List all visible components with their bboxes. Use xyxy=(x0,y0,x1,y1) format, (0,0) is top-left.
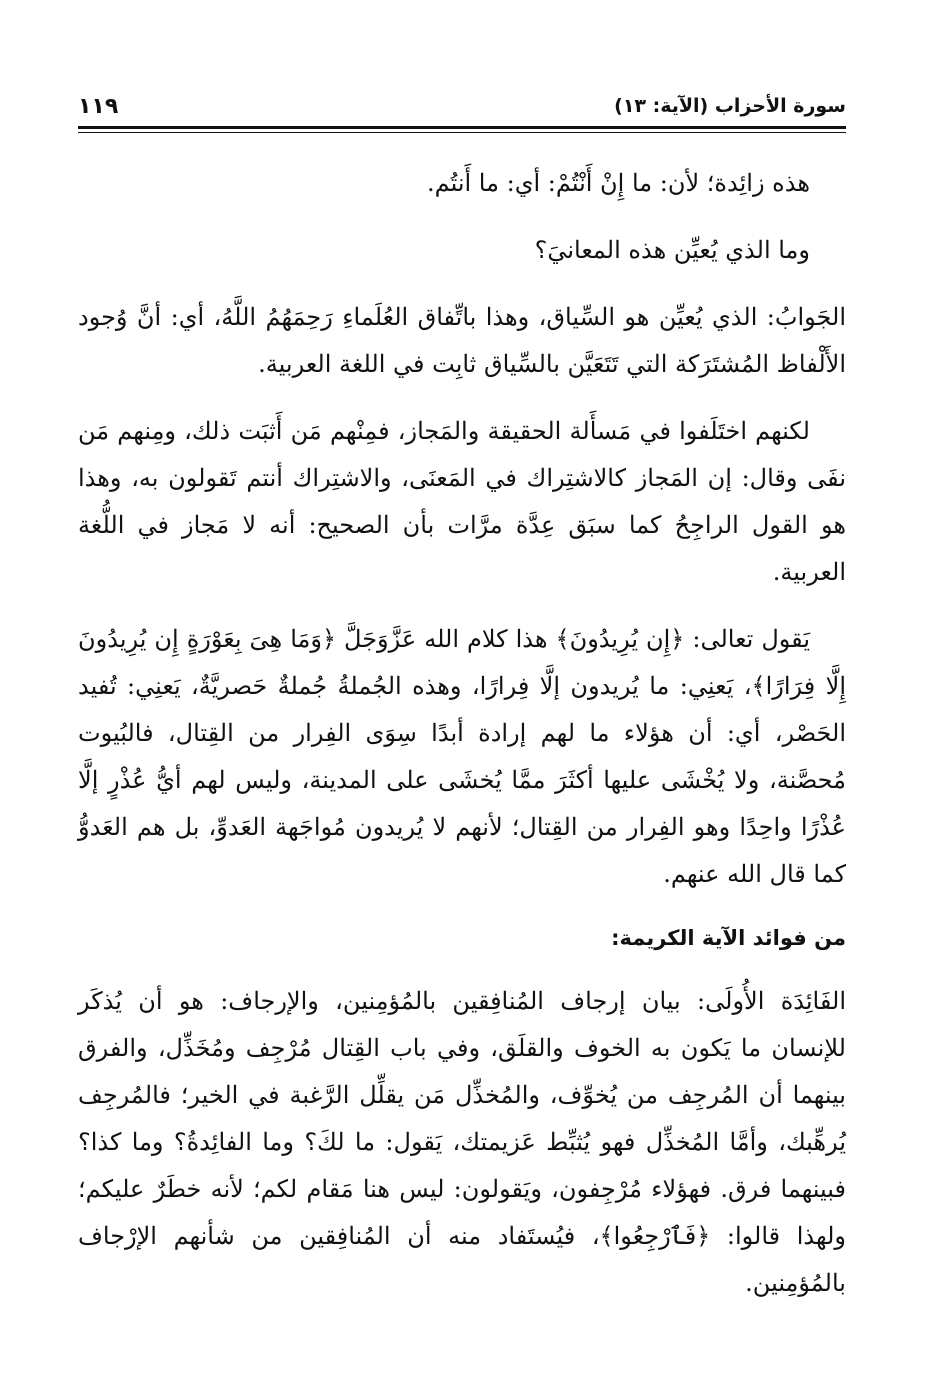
running-title: سورة الأحزاب (الآية: ١٣) xyxy=(614,95,846,117)
paragraph-2: وما الذي يُعيِّن هذه المعانيَ؟ xyxy=(534,236,810,264)
paragraph-4: لكنهم اختَلَفوا في مَسأَلة الحقيقة والمَجاز، فمِنْهم مَن أَثبَت ذلك، ومِنهم مَن نفَى وقال: إن المَجاز كالاشتِراك في المَعنَى، والاشتِراك أنتم تَقولون به، وهذا هو القول الراجِحُ كما سبَق عِدَّة مرَّات بأن الصحيح: أنه لا مَجاز في اللُّغة العربية. xyxy=(78,417,846,586)
section-heading: من فوائد الآية الكريمة: xyxy=(611,926,846,950)
page-number: ١١٩ xyxy=(78,93,119,119)
paragraph-1: هذه زائِدة؛ لأن: ما إِنْ أَنْتُمْ: أي: ما أَنتُم. xyxy=(426,169,810,197)
paragraph-3: الجَوابُ: الذي يُعيِّن هو السِّياق، وهذا باتِّفاق العُلَماءِ رَحِمَهُمُ اللَّهُ، أي: أنَّ وُجود الأَلْفاظ المُشتَرَكة التي تَتَعَيَّن بالسِّياق ثابِت في اللغة العربية. xyxy=(78,303,846,378)
page-body xyxy=(78,160,846,1327)
header-rule xyxy=(78,126,846,133)
paragraph-5: يَقول تعالى: ﴿إِن يُرِيدُونَ﴾ هذا كلام الله عَزَّوَجَلَّ ﴿وَمَا هِىَ بِعَوْرَةٍ إِن يُرِيدُونَ إِلَّا فِرَارًا﴾، يَعنِي: ما يُريدون إلَّا فِرارًا، وهذه الجُملةُ جُملةٌ حَصريَّةٌ، يَعنِي: تُفيد الحَصْر، أي: أن هؤلاء ما لهم إرادة أبدًا سِوَى الفِرار من القِتال، فالبُيوت مُحصَّنة، ولا يُخْشَى عليها أكثَرَ ممَّا يُخشَى على المدينة، وليس لهم أيُّ عُذْرٍ إلَّا عُذْرًا واحِدًا وهو الفِرار من القِتال؛ لأنهم لا يُريدون مُواجَهة العَدوِّ، بل هم العَدوُّ كما قال الله عنهم. xyxy=(78,625,846,888)
page-header xyxy=(78,88,846,124)
paragraph-6: الفَائِدَة الأُولَى: بيان إرجاف المُنافِقين بالمُؤمِنين، والإرجاف: هو أن يُذكَر للإنسان ما يَكون به الخوف والقلَق، وفي باب القِتال مُرْجِف ومُخَذِّل، والفرق بينهما أن المُرجِف من يُخوِّف، والمُخذِّل مَن يقلِّل الرَّغبة في الخير؛ فالمُرجِف يُرهِّبك، وأمَّا المُخذِّل فهو يُثبِّط عَزيمتك، يَقول: ما لكَ؟ وما الفائِدةُ؟ وما كذا؟ فبينهما فرق. فهؤلاء مُرْجِفون، ويَقولون: ليس هنا مَقام لكم؛ لأنه خطَرٌ عليكم؛ ولهذا قالوا: ﴿فَٱرْجِعُوا﴾، فيُستَفاد منه أن المُنافِقين من شأنهم الإرْجاف بالمُؤمِنين. xyxy=(78,987,847,1297)
